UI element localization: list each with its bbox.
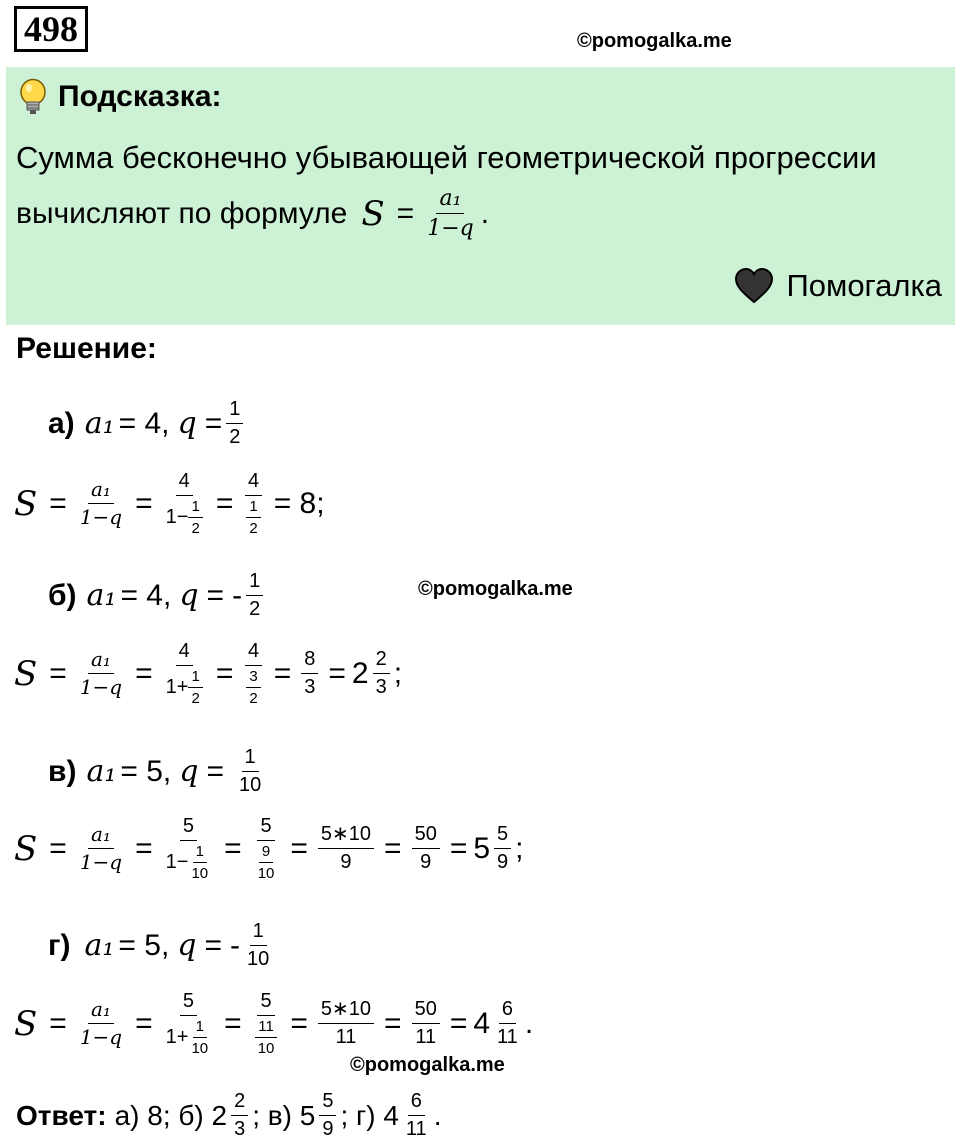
answer-c-den: 9 [322, 1118, 334, 1140]
part-d-base-den: 1−q [79, 1025, 123, 1050]
part-d-q-num: 1 [250, 920, 267, 946]
part-c-mixed-fraction [494, 823, 511, 874]
part-d-a1: a₁ [84, 928, 115, 963]
part-c-s: S [14, 828, 38, 869]
part-a-step1 [163, 470, 206, 538]
answer-c-num: 5 [319, 1090, 336, 1116]
part-b-given [48, 570, 267, 621]
part-b-step3-num: 8 [301, 648, 318, 674]
part-c-a1-value: = 5, [120, 754, 172, 788]
part-c-step2-den [252, 841, 281, 883]
part-b-mixed-fraction [373, 648, 390, 699]
brand [734, 268, 942, 304]
part-b-q-eq: = [206, 578, 225, 612]
part-d-base-num: a₁ [88, 998, 114, 1024]
part-b-q-sign: - [232, 578, 243, 612]
answer-line [16, 1090, 441, 1141]
part-d-step3-num: 5∗10 [318, 998, 374, 1024]
part-b-q: q [179, 578, 199, 613]
part-d-q-den: 10 [247, 948, 270, 970]
part-a-step2-num: 4 [245, 470, 262, 496]
answer-d-fraction [403, 1090, 430, 1141]
formula-num: a₁ [436, 186, 464, 214]
part-a-step2 [243, 470, 263, 538]
part-b-a1-value: = 4, [120, 578, 172, 612]
part-d-step1-inner-num: 1 [193, 1018, 207, 1038]
part-b-q-den: 2 [249, 598, 261, 620]
part-c-q-eq: = [206, 754, 224, 788]
part-a-s: S [14, 483, 38, 524]
formula-end: . [480, 196, 490, 230]
part-d-step3 [318, 998, 374, 1049]
part-c-base-num: a₁ [88, 823, 114, 849]
answer-part-c: ; в) 5 [252, 1099, 316, 1131]
formula-fraction [424, 186, 477, 242]
formula-den: 1−q [427, 216, 474, 242]
part-b-step1-num: 4 [176, 640, 193, 666]
part-c-q-num: 1 [242, 746, 259, 772]
watermark-middle: ©pomogalka.me [418, 578, 573, 600]
part-d-step1-den-pre: 1+ [165, 1026, 189, 1049]
part-d-end: . [524, 1006, 534, 1040]
part-c-step4-num: 50 [412, 823, 440, 849]
part-d-q: q [177, 928, 197, 963]
part-d-step1 [163, 990, 215, 1058]
part-b-step1-den-pre: 1+ [165, 676, 189, 699]
part-c-mixed-num: 5 [494, 823, 511, 849]
part-a-step2-den [243, 496, 263, 538]
part-d-q-fraction [244, 920, 272, 971]
part-b-q-fraction [246, 570, 263, 621]
part-d-given [48, 920, 276, 971]
part-c-mixed-den: 9 [497, 851, 509, 874]
part-c-step3-num: 5∗10 [318, 823, 374, 849]
part-a-label: а) [48, 406, 75, 440]
answer-b-num: 2 [231, 1090, 248, 1116]
hint-title: Подсказка: [58, 80, 222, 113]
part-a-q-fraction [226, 398, 243, 449]
watermark-bottom: ©pomogalka.me [350, 1054, 505, 1076]
part-d-base-fraction [77, 998, 125, 1049]
part-d-whole: 4 [473, 1006, 491, 1040]
answer-d-num: 6 [408, 1090, 425, 1116]
part-c-step2-inner-num: 9 [259, 843, 273, 863]
part-d-step2-num: 5 [257, 990, 274, 1016]
part-c-calc: S = $\frac{\text{a₁}}{1-q}$ = 5 1− $\frac{1}{10}$ = $\frac{5}{\frac{9}{10}}$ = $\frac{5∗10}{9}$ = $\frac{50}{9}$ = 5 $\frac{5}{9}$ ; [14, 815, 524, 883]
part-a-q-eq: = [204, 406, 223, 440]
part-c-step4 [412, 823, 440, 874]
part-c-given [48, 746, 268, 797]
part-b-step2-den [243, 666, 263, 708]
part-b-step2-inner-num: 3 [246, 668, 260, 688]
part-b-mixed-num: 2 [373, 648, 390, 674]
part-a-base-num: a₁ [88, 478, 114, 504]
hint-line-2-text: вычисляют по формуле [16, 196, 348, 230]
part-a-a1: a₁ [84, 406, 115, 441]
part-d-step3-den: 11 [335, 1026, 357, 1049]
brand-name: Помогалка [786, 268, 942, 303]
part-b-step3 [301, 648, 318, 699]
part-c-step1-den [163, 841, 215, 883]
part-c-end: ; [515, 831, 524, 865]
part-a-step1-inner-num: 1 [188, 498, 202, 518]
hint-line-1: Сумма бесконечно убывающей геометрической прогрессии [16, 140, 877, 175]
part-d-eq: = [49, 1006, 67, 1040]
part-d-step2-inner-num: 11 [255, 1018, 277, 1038]
part-c-a1: a₁ [86, 754, 117, 789]
part-d-step4 [412, 998, 440, 1049]
part-d-step1-den [163, 1016, 215, 1058]
part-a-step1-num: 4 [176, 470, 193, 496]
part-c-step3 [318, 823, 374, 874]
lightbulb-icon [18, 78, 48, 116]
part-a-step2-inner-den: 2 [249, 520, 258, 538]
part-c-step4-den: 9 [420, 851, 432, 874]
hint-line-2 [16, 186, 489, 242]
part-a-q-den: 2 [229, 426, 241, 448]
heart-icon [734, 268, 774, 304]
part-c-step2 [252, 815, 281, 883]
hint-header [18, 78, 222, 116]
part-d-label: г) [48, 928, 71, 962]
part-b-label: б) [48, 578, 77, 612]
part-b-end: ; [393, 656, 403, 690]
part-a-result: = 8; [273, 486, 325, 520]
part-c-q: q [179, 754, 199, 789]
part-c-base-fraction [77, 823, 125, 874]
part-b-step1-inner-num: 1 [188, 668, 202, 688]
part-b-step2-num: 4 [245, 640, 262, 666]
part-a-calc: S = $\frac{\text{a₁}}{1-q}$ = 4 1− $\frac{1}{2}$ = $\frac{4}{\frac{1}{2}}$ = 8; [14, 470, 325, 538]
watermark-top: ©pomogalka.me [577, 30, 732, 52]
part-d-step2-den [252, 1016, 281, 1058]
part-d-q-eq: = [204, 928, 223, 962]
part-c-step3-den: 9 [340, 851, 352, 874]
part-b-whole: 2 [351, 656, 369, 690]
part-c-q-den: 10 [238, 774, 262, 796]
part-d-calc: S = $\frac{\text{a₁}}{1-q}$ = 5 1+ $\frac{1}{10}$ = $\frac{5}{\frac{11}{10}}$ = $\frac{5∗10}{11}$ = $\frac{50}{11}$ = 4 $\frac{6}{11}$ . [14, 990, 534, 1058]
part-d-s: S [14, 1003, 38, 1044]
part-a-base-den: 1−q [79, 505, 123, 530]
part-c-step1-den-pre: 1− [165, 851, 189, 874]
part-c-label: в) [48, 754, 77, 788]
part-b-q-num: 1 [246, 570, 263, 596]
part-c-step2-inner-den: 10 [257, 865, 275, 883]
part-b-eq: = [49, 656, 67, 690]
part-b-step1-den [163, 666, 206, 708]
part-d-step2 [252, 990, 281, 1058]
part-c-step1-inner-den: 10 [191, 865, 209, 883]
answer-b-den: 3 [234, 1118, 246, 1140]
solution-title: Решение: [16, 332, 157, 365]
answer-d-den: 11 [405, 1118, 427, 1140]
part-d-mixed-num: 6 [499, 998, 516, 1024]
part-b-step3-den: 3 [304, 676, 316, 699]
answer-b-fraction [231, 1090, 248, 1141]
part-a-step1-inner-den: 2 [191, 520, 200, 538]
part-b-base-den: 1−q [79, 675, 123, 700]
part-c-step1-inner-num: 1 [193, 843, 207, 863]
part-d-step4-den: 11 [415, 1026, 437, 1049]
part-b-base-fraction [77, 648, 125, 699]
answer-part-d: ; г) 4 [340, 1099, 399, 1131]
part-a-q: q [177, 406, 197, 441]
part-a-base-fraction [77, 478, 125, 529]
part-c-step2-num: 5 [257, 815, 274, 841]
answer-label: Ответ: [16, 1099, 107, 1131]
part-b-calc: S = $\frac{\text{a₁}}{1-q}$ = 4 1+ $\frac{1}{2}$ = $\frac{4}{\frac{3}{2}}$ = $\frac{8}{3}$ = 2 $\frac{2}{3}$ ; [14, 640, 403, 708]
part-b-step1 [163, 640, 206, 708]
part-c-whole: 5 [473, 831, 491, 865]
problem-number: 498 [14, 6, 88, 52]
part-a-a1-value: = 4, [118, 406, 170, 440]
part-a-step2-inner-num: 1 [246, 498, 260, 518]
part-c-step1 [163, 815, 215, 883]
part-d-mixed-den: 11 [497, 1026, 518, 1049]
part-b-step2 [243, 640, 263, 708]
part-b-s: S [14, 653, 38, 694]
part-c-q-fraction [236, 746, 264, 797]
part-d-step2-inner-den: 10 [257, 1040, 275, 1058]
part-d-a1-value: = 5, [118, 928, 170, 962]
part-c-step1-num: 5 [180, 815, 197, 841]
part-a-step1-den [163, 496, 206, 538]
formula-eq: = [396, 196, 415, 230]
part-b-a1: a₁ [86, 578, 117, 613]
part-b-step1-inner-den: 2 [191, 690, 200, 708]
part-a-step1-den-pre: 1− [165, 506, 189, 529]
part-d-step1-inner-den: 10 [191, 1040, 209, 1058]
part-a-q-num: 1 [226, 398, 243, 424]
part-c-base-den: 1−q [79, 850, 123, 875]
answer-c-fraction [319, 1090, 336, 1141]
part-a-given [48, 398, 247, 449]
part-a-eq: = [49, 486, 67, 520]
part-c-eq: = [49, 831, 67, 865]
part-d-step1-num: 5 [180, 990, 197, 1016]
part-b-mixed-den: 3 [375, 676, 387, 699]
part-d-step4-num: 50 [412, 998, 440, 1024]
answer-end: . [433, 1099, 442, 1131]
part-d-mixed-fraction [494, 998, 521, 1049]
answer-part-ab: а) 8; б) 2 [114, 1099, 228, 1131]
part-d-q-sign: - [230, 928, 241, 962]
part-b-step2-inner-den: 2 [249, 690, 258, 708]
part-b-base-num: a₁ [88, 648, 114, 674]
formula-s: S [361, 193, 385, 234]
